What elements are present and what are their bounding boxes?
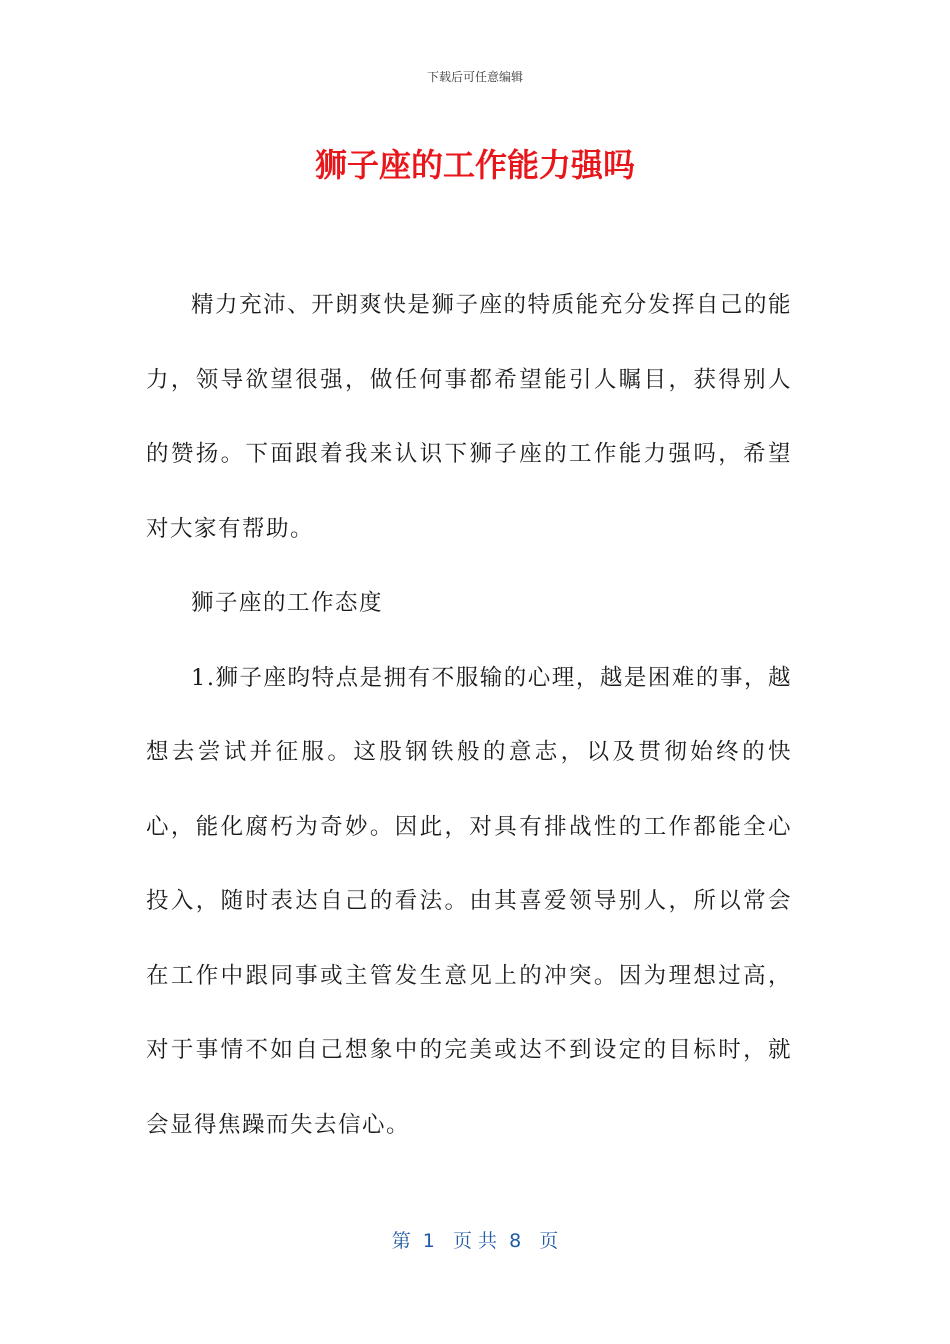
intro-paragraph: 精力充沛、开朗爽快是狮子座的特质能充分发挥自己的能力，领导欲望很强，做任何事都希望能引人瞩目，获得别人的赞扬。下面跟着我来认识下狮子座的工作能力强吗，希望对大家有帮助。 — [146, 292, 792, 542]
header-note: 下载后可任意编辑 — [426, 70, 523, 84]
document-title: 狮子座的工作能力强吗 — [314, 146, 635, 184]
document-body — [146, 268, 792, 1162]
section-heading: 狮子座的工作态度 — [191, 590, 384, 616]
page-footer: 第 1 页 共 8 页 — [391, 1230, 559, 1252]
body-paragraph: 1.狮子座昀特点是拥有不服输的心理，越是困难的事，越想去尝试并征服。这股钢铁般的意志，以及贯彻始终的快心，能化腐朽为奇妙。因此，对具有排战性的工作都能全心投入，随时表达自己的看法。由其喜爱领导别人，所以常会在工作中跟同事或主管发生意见上的冲突。因为理想过高，对于事情不如自己想象中的完美或达不到设定的目标时，就会显得焦躁而失去信心。 — [146, 664, 792, 1138]
